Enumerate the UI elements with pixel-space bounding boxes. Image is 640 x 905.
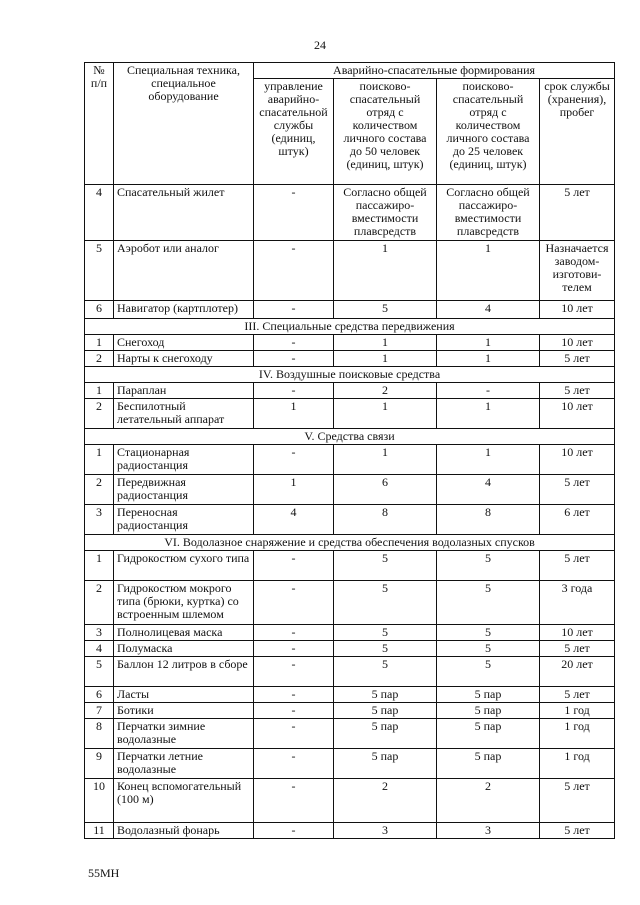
cell-unit50: 3	[334, 823, 437, 839]
table-row	[85, 749, 615, 779]
header-group: Аварийно-спасательные формирования	[254, 63, 615, 79]
cell-unit50: 1	[334, 241, 437, 301]
cell-admin: -	[254, 551, 334, 581]
cell-num: 1	[85, 335, 114, 351]
header-life: срок службы (хранения), пробег	[540, 79, 615, 185]
cell-admin: -	[254, 335, 334, 351]
cell-name: Стационарная радиостанция	[114, 445, 254, 475]
cell-admin: -	[254, 749, 334, 779]
cell-num: 11	[85, 823, 114, 839]
table-row	[85, 505, 615, 535]
cell-unit25: 5	[437, 581, 540, 625]
section-title: IV. Воздушные поисковые средства	[85, 367, 615, 383]
table-row	[85, 445, 615, 475]
cell-unit50: 5	[334, 657, 437, 687]
cell-unit50: 1	[334, 399, 437, 429]
table-row	[85, 581, 615, 625]
cell-admin: -	[254, 581, 334, 625]
cell-unit25: 1	[437, 399, 540, 429]
cell-unit25: 3	[437, 823, 540, 839]
cell-life: 5 лет	[540, 185, 615, 241]
cell-unit25: 5 пар	[437, 719, 540, 749]
cell-num: 3	[85, 505, 114, 535]
cell-name: Гидрокостюм сухого типа	[114, 551, 254, 581]
header-unit25: поисково-спасательный отряд с количеством личного состава до 25 человек (единиц, штук)	[437, 79, 540, 185]
table-row	[85, 779, 615, 823]
cell-num: 1	[85, 445, 114, 475]
cell-admin: -	[254, 641, 334, 657]
cell-life: 5 лет	[540, 779, 615, 823]
cell-name: Полумаска	[114, 641, 254, 657]
section-row	[85, 367, 615, 383]
table-row	[85, 687, 615, 703]
cell-life: 1 год	[540, 703, 615, 719]
table-row	[85, 475, 615, 505]
cell-unit50: 1	[334, 445, 437, 475]
cell-name: Ласты	[114, 687, 254, 703]
cell-num: 2	[85, 351, 114, 367]
cell-num: 2	[85, 475, 114, 505]
section-row	[85, 535, 615, 551]
page-number: 24	[314, 38, 326, 52]
cell-num: 10	[85, 779, 114, 823]
cell-unit25: 1	[437, 241, 540, 301]
cell-admin: 4	[254, 505, 334, 535]
cell-name: Полнолицевая маска	[114, 625, 254, 641]
cell-life: 6 лет	[540, 505, 615, 535]
cell-name: Нарты к снегоходу	[114, 351, 254, 367]
cell-name: Спасательный жилет	[114, 185, 254, 241]
table-row	[85, 301, 615, 319]
cell-name: Ботики	[114, 703, 254, 719]
cell-name: Параплан	[114, 383, 254, 399]
cell-life: 10 лет	[540, 399, 615, 429]
cell-name: Перчатки зимние водолазные	[114, 719, 254, 749]
cell-unit25: 5 пар	[437, 749, 540, 779]
cell-admin: 1	[254, 475, 334, 505]
cell-unit50: 5 пар	[334, 687, 437, 703]
cell-admin: -	[254, 383, 334, 399]
cell-num: 3	[85, 625, 114, 641]
cell-unit50: 1	[334, 335, 437, 351]
cell-name: Передвижная радиостанция	[114, 475, 254, 505]
cell-admin: -	[254, 241, 334, 301]
table-row	[85, 399, 615, 429]
header-unit50: поисково-спасательный отряд с количеством личного состава до 50 человек (единиц, штук)	[334, 79, 437, 185]
table-row	[85, 703, 615, 719]
cell-num: 1	[85, 551, 114, 581]
cell-life: 10 лет	[540, 335, 615, 351]
table-row	[85, 719, 615, 749]
table-row	[85, 383, 615, 399]
cell-life: 5 лет	[540, 475, 615, 505]
cell-admin: -	[254, 351, 334, 367]
cell-admin: -	[254, 703, 334, 719]
cell-unit25: 8	[437, 505, 540, 535]
cell-admin: -	[254, 719, 334, 749]
cell-unit25: 1	[437, 445, 540, 475]
cell-admin: -	[254, 779, 334, 823]
cell-admin: -	[254, 445, 334, 475]
table-row	[85, 185, 615, 241]
cell-unit25: 4	[437, 475, 540, 505]
cell-num: 7	[85, 703, 114, 719]
cell-num: 6	[85, 301, 114, 319]
cell-unit25: 5	[437, 641, 540, 657]
cell-name: Беспилотный летательный аппарат	[114, 399, 254, 429]
cell-admin: -	[254, 687, 334, 703]
cell-unit50: 5 пар	[334, 749, 437, 779]
cell-num: 1	[85, 383, 114, 399]
cell-unit50: 5	[334, 581, 437, 625]
cell-unit25: 2	[437, 779, 540, 823]
cell-name: Переносная радиостанция	[114, 505, 254, 535]
cell-admin: -	[254, 823, 334, 839]
cell-life: 5 лет	[540, 823, 615, 839]
cell-num: 8	[85, 719, 114, 749]
cell-life: 10 лет	[540, 625, 615, 641]
cell-life: 5 лет	[540, 383, 615, 399]
cell-num: 5	[85, 657, 114, 687]
cell-name: Конец вспомогательный (100 м)	[114, 779, 254, 823]
header-equipment: Специальная техника, специальное оборудование	[114, 63, 254, 185]
header-admin: управление аварийно-спасательной службы (единиц, штук)	[254, 79, 334, 185]
cell-unit50: 6	[334, 475, 437, 505]
cell-life: 20 лет	[540, 657, 615, 687]
cell-unit25: 5	[437, 551, 540, 581]
cell-name: Водолазный фонарь	[114, 823, 254, 839]
cell-unit50: 1	[334, 351, 437, 367]
cell-unit25: 4	[437, 301, 540, 319]
header-row	[85, 63, 615, 79]
cell-name: Гидрокостюм мокрого типа (брюки, куртка) со встроенным шлемом	[114, 581, 254, 625]
cell-unit50: 5	[334, 625, 437, 641]
cell-unit25: 1	[437, 335, 540, 351]
cell-name: Аэробот или аналог	[114, 241, 254, 301]
cell-life: 5 лет	[540, 551, 615, 581]
cell-name: Баллон 12 литров в сборе	[114, 657, 254, 687]
cell-admin: -	[254, 301, 334, 319]
table-row	[85, 625, 615, 641]
cell-num: 4	[85, 185, 114, 241]
cell-num: 2	[85, 399, 114, 429]
cell-life: 5 лет	[540, 687, 615, 703]
cell-admin: -	[254, 625, 334, 641]
cell-unit50: 5	[334, 641, 437, 657]
table-row	[85, 657, 615, 687]
cell-unit50: 5	[334, 301, 437, 319]
cell-life: Назначается заводом-изготови-телем	[540, 241, 615, 301]
cell-life: 10 лет	[540, 445, 615, 475]
table-row	[85, 351, 615, 367]
section-row	[85, 429, 615, 445]
section-title: V. Средства связи	[85, 429, 615, 445]
equipment-table	[84, 62, 615, 839]
cell-life: 5 лет	[540, 641, 615, 657]
cell-num: 6	[85, 687, 114, 703]
cell-num: 5	[85, 241, 114, 301]
table-row	[85, 551, 615, 581]
cell-life: 5 лет	[540, 351, 615, 367]
cell-life: 1 год	[540, 719, 615, 749]
cell-unit25: 1	[437, 351, 540, 367]
cell-admin: -	[254, 185, 334, 241]
section-title: VI. Водолазное снаряжение и средства обеспечения водолазных спусков	[85, 535, 615, 551]
cell-unit50: 5	[334, 551, 437, 581]
footer-code: 55МН	[88, 866, 120, 880]
table-row	[85, 641, 615, 657]
cell-unit50: 2	[334, 779, 437, 823]
section-row	[85, 319, 615, 335]
cell-admin: -	[254, 657, 334, 687]
cell-unit50: 8	[334, 505, 437, 535]
section-title: III. Специальные средства передвижения	[85, 319, 615, 335]
cell-unit25: 5	[437, 657, 540, 687]
table-row	[85, 241, 615, 301]
cell-num: 9	[85, 749, 114, 779]
cell-unit50: 2	[334, 383, 437, 399]
cell-admin: 1	[254, 399, 334, 429]
cell-name: Снегоход	[114, 335, 254, 351]
cell-life: 10 лет	[540, 301, 615, 319]
cell-life: 3 года	[540, 581, 615, 625]
cell-num: 2	[85, 581, 114, 625]
cell-life: 1 год	[540, 749, 615, 779]
cell-unit25: 5 пар	[437, 703, 540, 719]
header-num: № п/п	[85, 63, 114, 185]
cell-unit50: 5 пар	[334, 703, 437, 719]
table-row	[85, 335, 615, 351]
cell-unit25: 5 пар	[437, 687, 540, 703]
cell-unit25: -	[437, 383, 540, 399]
cell-name: Навигатор (картплотер)	[114, 301, 254, 319]
cell-unit25: Согласно общей пассажиро-вместимости плавсредств	[437, 185, 540, 241]
cell-unit50: Согласно общей пассажиро-вместимости плавсредств	[334, 185, 437, 241]
cell-num: 4	[85, 641, 114, 657]
cell-unit50: 5 пар	[334, 719, 437, 749]
table-row	[85, 823, 615, 839]
cell-name: Перчатки летние водолазные	[114, 749, 254, 779]
cell-unit25: 5	[437, 625, 540, 641]
